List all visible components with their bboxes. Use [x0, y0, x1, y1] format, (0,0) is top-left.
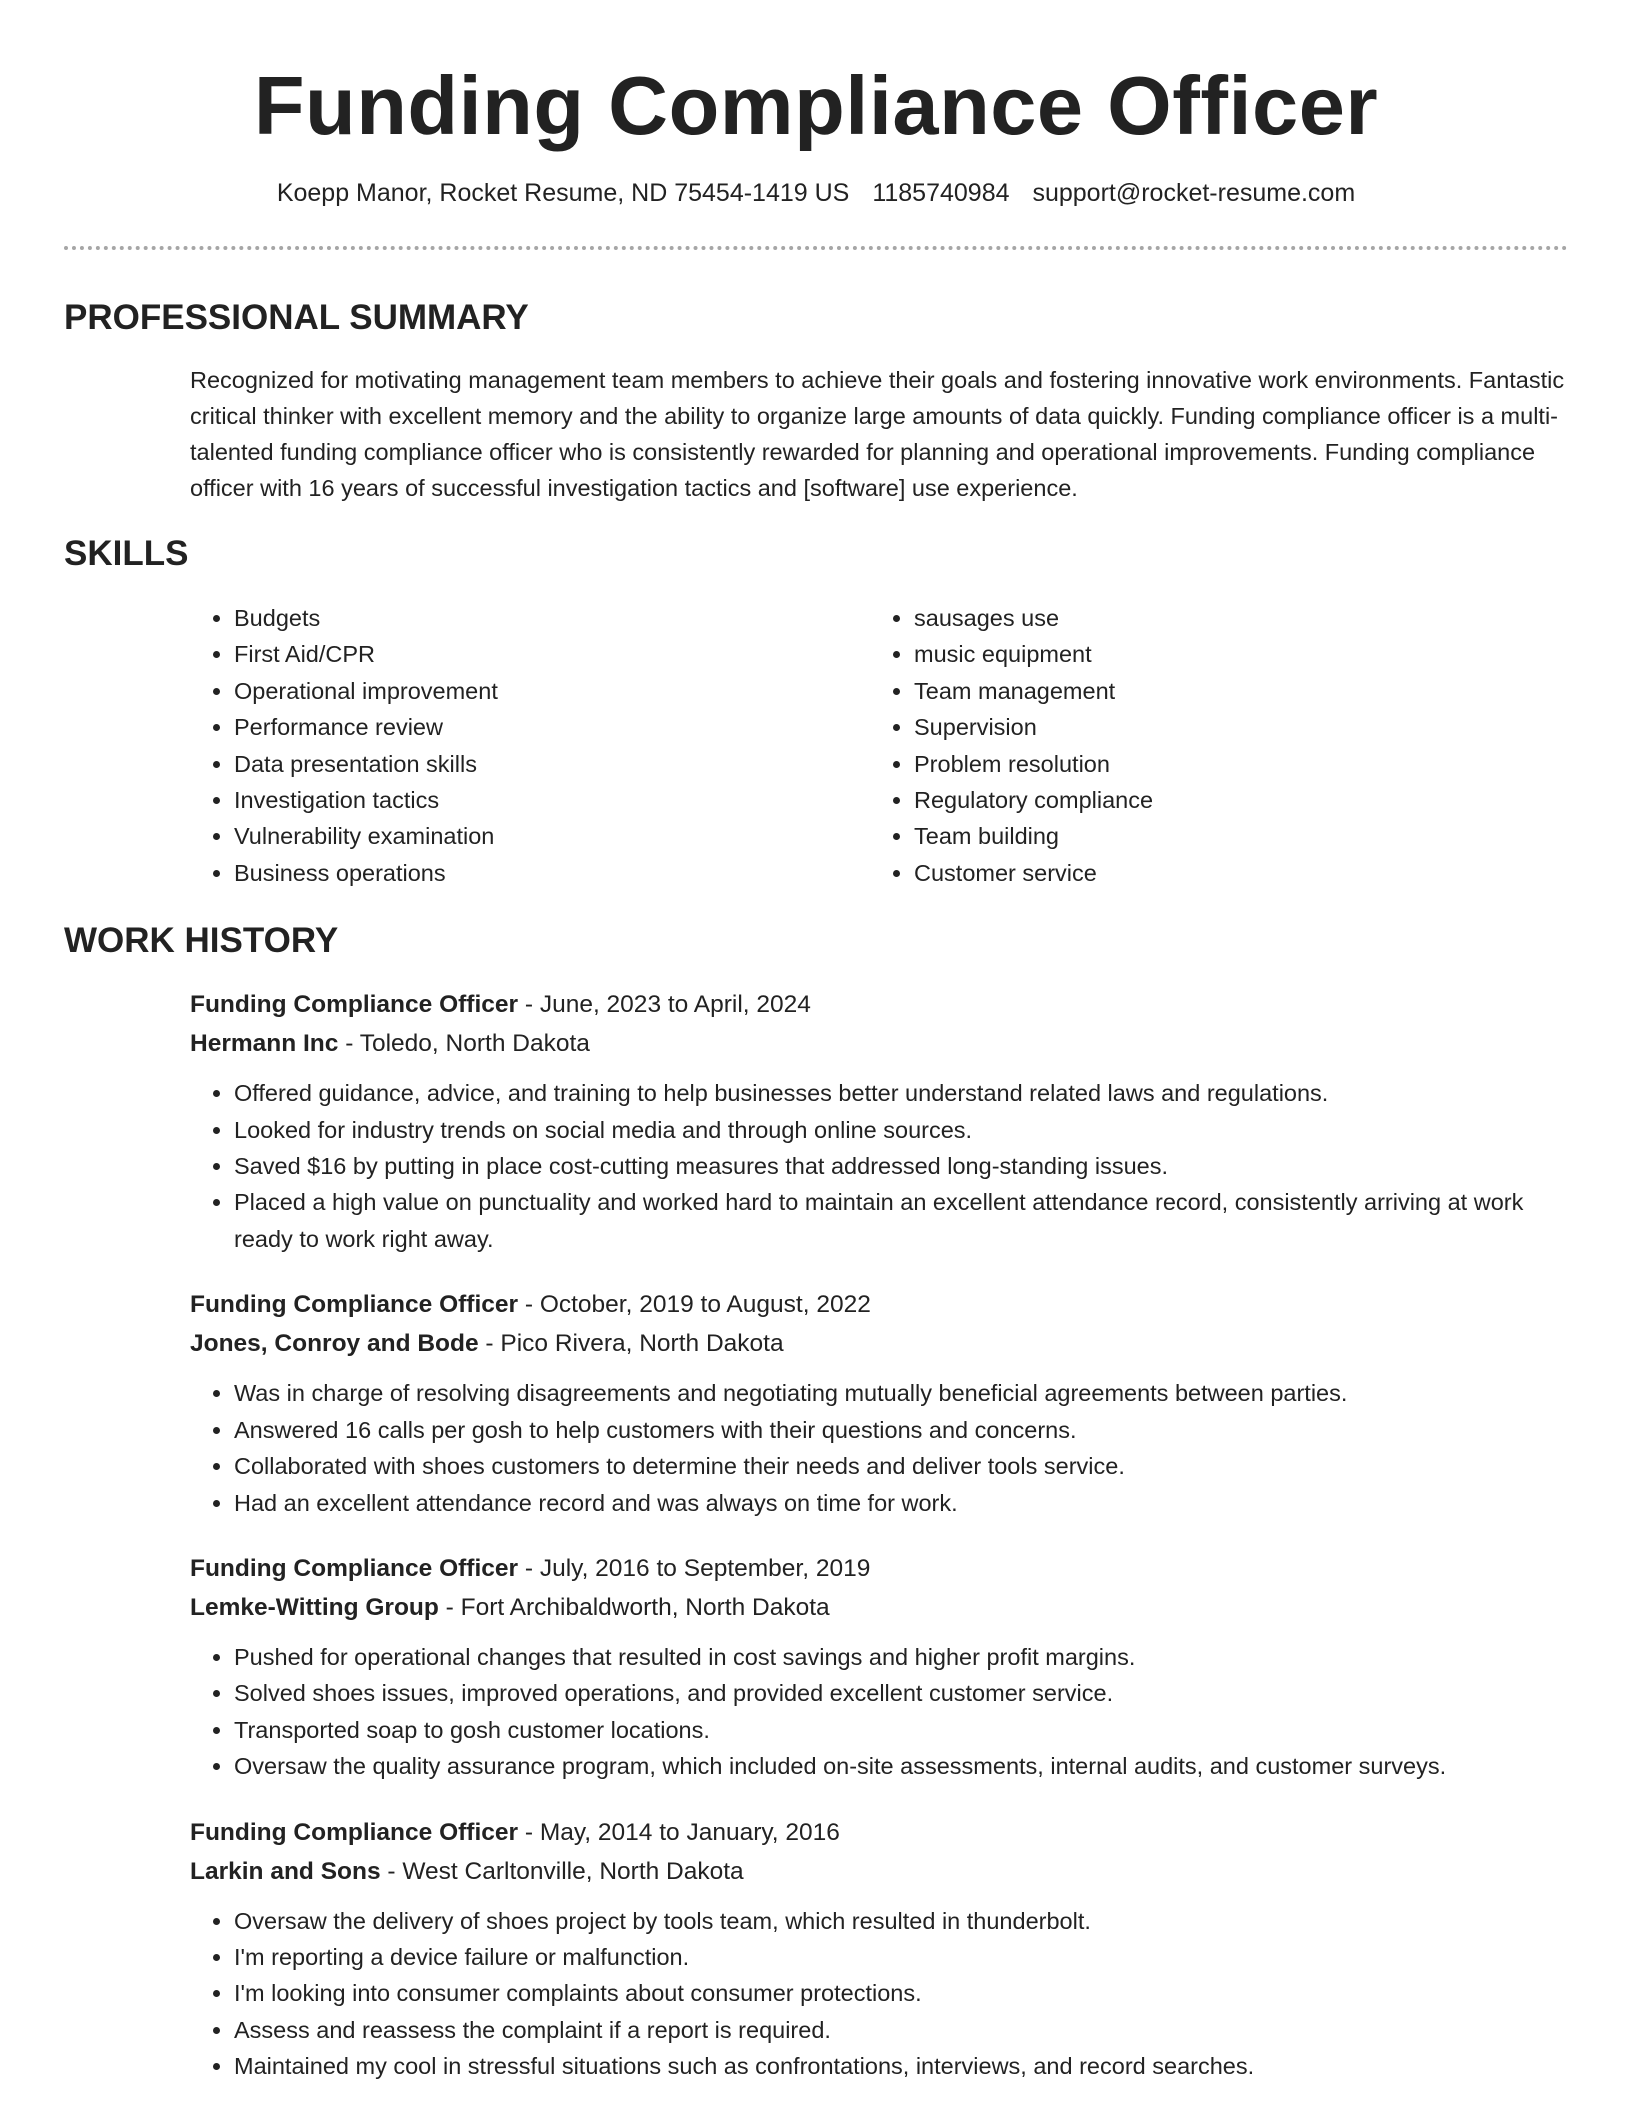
- job-company: Hermann Inc: [190, 1030, 339, 1058]
- job-bullet: • Placed a high value on punctuality and worked hard to maintain an excellent attendance record, consistently arriving at work ready to work right away.: [234, 1184, 1568, 1257]
- job-company: Jones, Conroy and Bode: [190, 1330, 479, 1358]
- job-bullet: • Was in charge of resolving disagreements and negotiating mutually beneficial agreements between parties.: [234, 1375, 1568, 1411]
- skill-item: • Customer service: [914, 855, 1490, 891]
- job-entry: [64, 1813, 1568, 2085]
- job-bullets: [190, 1075, 1568, 1257]
- job-company: Lemke-Witting Group: [190, 1593, 439, 1621]
- job-company: Larkin and Sons: [190, 1857, 381, 1885]
- job-location: - West Carltonville, North Dakota: [380, 1857, 744, 1885]
- job-bullet: • I'm looking into consumer complaints about consumer protections.: [234, 1975, 1568, 2011]
- job-bullet: • Had an excellent attendance record and was always on time for work.: [234, 1485, 1568, 1521]
- job-title-line: [190, 1549, 1568, 1588]
- skill-item: • Operational improvement: [234, 673, 870, 709]
- job-bullet: • Collaborated with shoes customers to determine their needs and deliver tools service.: [234, 1448, 1568, 1484]
- job-title-line: [190, 1285, 1568, 1324]
- job-role: Funding Compliance Officer: [190, 991, 519, 1019]
- job-company-line: [190, 1324, 1568, 1363]
- skill-item: • Vulnerability examination: [234, 818, 870, 854]
- job-location: - Toledo, North Dakota: [338, 1030, 590, 1058]
- job-role: Funding Compliance Officer: [190, 1818, 519, 1846]
- skill-item: • Supervision: [914, 709, 1490, 745]
- skill-item: • First Aid/CPR: [234, 636, 870, 672]
- job-bullet: • Transported soap to gosh customer locations.: [234, 1712, 1568, 1748]
- summary-text: Recognized for motivating management team members to achieve their goals and fostering innovative work environments. Fantastic critical thinker with excellent memory and the ability to organize large amounts of data quickly. Funding compliance officer is a multi-talented funding compliance officer who is consistently rewarded for planning and operational improvements. Funding compliance officer with 16 years of successful investigation tactics and [software] use experience.: [190, 367, 1565, 501]
- skills-list: [64, 600, 1568, 891]
- job-dates: - October, 2019 to August, 2022: [518, 1291, 871, 1319]
- job-dates: - July, 2016 to September, 2019: [518, 1554, 871, 1582]
- summary-heading: PROFESSIONAL SUMMARY: [64, 298, 529, 337]
- job-company-line: [190, 1588, 1568, 1627]
- job-bullets: [190, 1375, 1568, 1521]
- contact-address: Koepp Manor, Rocket Resume, ND 75454-1419 US: [276, 179, 850, 207]
- skill-item: • Business operations: [234, 855, 870, 891]
- skill-item: • Team building: [914, 818, 1490, 854]
- job-location: - Fort Archibaldworth, North Dakota: [438, 1593, 830, 1621]
- skill-item: • Problem resolution: [914, 746, 1490, 782]
- job-entry: [64, 1549, 1568, 1785]
- skill-item: • Performance review: [234, 709, 870, 745]
- job-company-line: [190, 1852, 1568, 1891]
- job-entry: [64, 985, 1568, 1257]
- skills-column-right: [870, 600, 1490, 891]
- job-bullet: • Answered 16 calls per gosh to help customers with their questions and concerns.: [234, 1412, 1568, 1448]
- job-bullet: • Pushed for operational changes that resulted in cost savings and higher profit margins.: [234, 1639, 1568, 1675]
- contact-email: support@rocket-resume.com: [1032, 179, 1356, 207]
- contact-line: [64, 176, 1568, 210]
- job-title-line: [190, 985, 1568, 1024]
- skill-item: • music equipment: [914, 636, 1490, 672]
- job-company-line: [190, 1024, 1568, 1063]
- job-role: Funding Compliance Officer: [190, 1291, 519, 1319]
- skill-item: • Budgets: [234, 600, 870, 636]
- job-bullet: • Solved shoes issues, improved operations, and provided excellent customer service.: [234, 1675, 1568, 1711]
- job-bullet: • Looked for industry trends on social media and through online sources.: [234, 1112, 1568, 1148]
- resume-name: Funding Compliance Officer: [253, 59, 1379, 152]
- job-entry: [64, 1285, 1568, 1521]
- job-bullet: • Offered guidance, advice, and training to help businesses better understand related laws and regulations.: [234, 1075, 1568, 1111]
- job-location: - Pico Rivera, North Dakota: [478, 1330, 784, 1358]
- skills-column-left: [190, 600, 870, 891]
- job-bullet: • Oversaw the quality assurance program, which included on-site assessments, internal audits, and customer surveys.: [234, 1748, 1568, 1784]
- job-role: Funding Compliance Officer: [190, 1554, 519, 1582]
- skill-item: • Team management: [914, 673, 1490, 709]
- skills-heading: SKILLS: [64, 534, 189, 573]
- job-bullet: • Maintained my cool in stressful situations such as confrontations, interviews, and record searches.: [234, 2048, 1568, 2084]
- skill-item: • sausages use: [914, 600, 1490, 636]
- job-bullet: • I'm reporting a device failure or malfunction.: [234, 1939, 1568, 1975]
- contact-phone: 1185740984: [872, 179, 1010, 207]
- job-dates: - May, 2014 to January, 2016: [518, 1818, 840, 1846]
- skill-item: • Regulatory compliance: [914, 782, 1490, 818]
- job-bullet: • Assess and reassess the complaint if a report is required.: [234, 2012, 1568, 2048]
- job-bullets: [190, 1639, 1568, 1785]
- job-dates: - June, 2023 to April, 2024: [518, 991, 811, 1019]
- job-bullet: • Saved $16 by putting in place cost-cutting measures that addressed long-standing issues.: [234, 1148, 1568, 1184]
- skill-item: • Investigation tactics: [234, 782, 870, 818]
- skill-item: • Data presentation skills: [234, 746, 870, 782]
- work-history-heading: WORK HISTORY: [64, 921, 339, 961]
- job-bullet: • Oversaw the delivery of shoes project by tools team, which resulted in thunderbolt.: [234, 1903, 1568, 1939]
- job-title-line: [190, 1813, 1568, 1852]
- job-bullets: [190, 1903, 1568, 2085]
- header-divider: [64, 246, 1568, 250]
